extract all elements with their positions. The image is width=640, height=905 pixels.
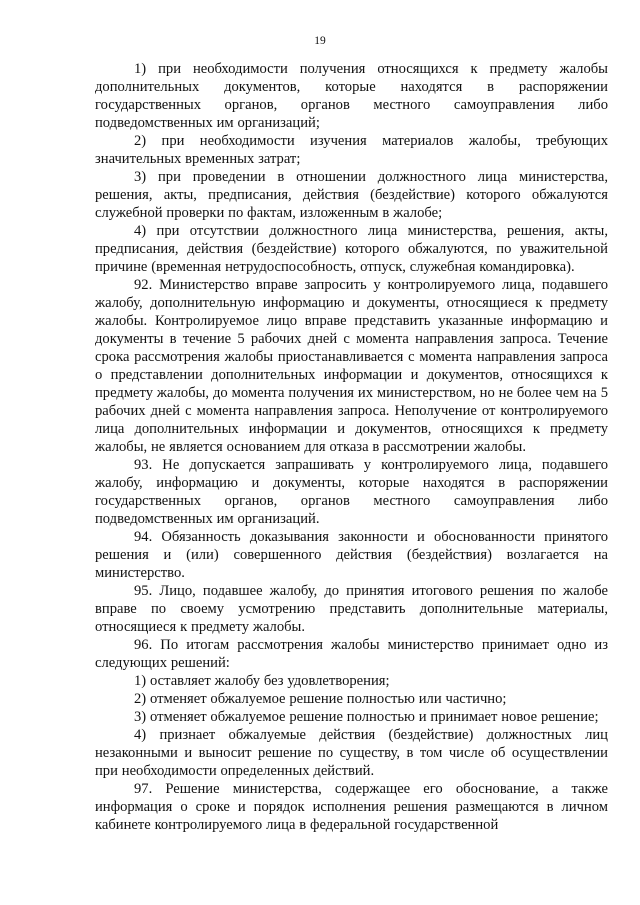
decision-item-1: 1) оставляет жалобу без удовлетворения;	[134, 673, 390, 689]
page-number: 19	[314, 35, 326, 47]
decision-item-3: 3) отменяет обжалуемое решение полностью и принимает новое решение;	[134, 709, 599, 725]
decision-item-4: 4) признает обжалуемые действия (бездействие) должностных лиц незаконными и выносит решение по существу, в том числе об осуществлении при необходимости определенных действий.	[95, 727, 608, 779]
paragraph-97: 97. Решение министерства, содержащее его обоснование, а также информация о сроке и порядок исполнения решения размещаются в личном кабинете контролируемого лица в федеральной государственной	[95, 781, 608, 833]
decision-item-2: 2) отменяет обжалуемое решение полностью или частично;	[134, 691, 507, 707]
page-body	[95, 60, 608, 834]
paragraph-item-4: 4) при отсутствии должностного лица министерства, решения, акты, предписания, действия (бездействие) которого обжалуются, по уважительной причине (временная нетрудоспособность, отпуск, служебная командировка).	[95, 223, 608, 275]
paragraph-item-3: 3) при проведении в отношении должностного лица министерства, решения, акты, предписания, действия (бездействие) которого обжалуются служебной проверки по фактам, изложенным в жалобе;	[95, 169, 608, 221]
paragraph-93: 93. Не допускается запрашивать у контролируемого лица, подавшего жалобу, информацию и документы, которые находятся в распоряжении государственных органов, органов местного самоуправления либо подведомственных им организаций.	[95, 457, 608, 527]
paragraph-92: 92. Министерство вправе запросить у контролируемого лица, подавшего жалобу, дополнительную информацию и документы, относящиеся к предмету жалобы. Контролируемое лицо вправе представить указанные информацию и документы в течение 5 рабочих дней с момента направления запроса. Течение срока рассмотрения жалобы приостанавливается с момента направления запроса о представлении дополнительных информации и документов, относящихся к предмету жалобы, до момента получения их министерством, но не более чем на 5 рабочих дней с момента направления запроса. Неполучение от контролируемого лица дополнительных информации и документов, относящихся к предмету жалобы, не является основанием для отказа в рассмотрении жалобы.	[95, 277, 608, 455]
paragraph-item-2: 2) при необходимости изучения материалов жалобы, требующих значительных временных затрат;	[95, 133, 608, 167]
paragraph-95: 95. Лицо, подавшее жалобу, до принятия итогового решения по жалобе вправе по своему усмотрению представить дополнительные материалы, относящиеся к предмету жалобы.	[95, 583, 608, 635]
paragraph-96: 96. По итогам рассмотрения жалобы министерство принимает одно из следующих решений:	[95, 637, 608, 671]
paragraph-94: 94. Обязанность доказывания законности и обоснованности принятого решения и (или) совершенного действия (бездействия) возлагается на министерство.	[95, 529, 608, 581]
paragraph-item-1: 1) при необходимости получения относящихся к предмету жалобы дополнительных документов, которые находятся в распоряжении государственных органов, органов местного самоуправления либо подведомственных им организаций;	[95, 61, 608, 131]
